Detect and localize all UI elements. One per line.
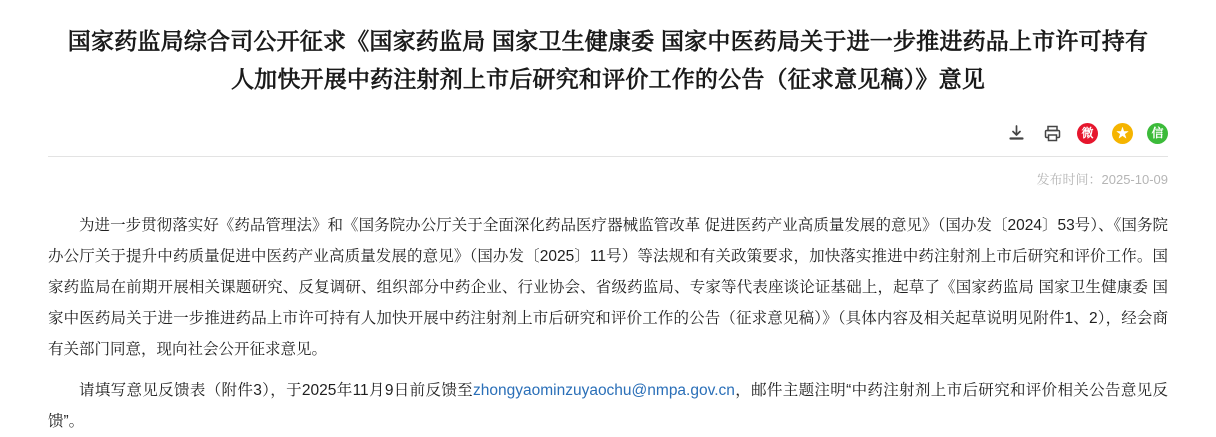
wechat-share-icon[interactable]: 信 [1147, 123, 1168, 144]
paragraph-feedback [48, 375, 1168, 437]
share-toolbar [0, 116, 1216, 150]
weibo-share-icon[interactable]: 微 [1077, 123, 1098, 144]
download-icon[interactable] [1005, 122, 1027, 144]
feedback-text-before: 请填写意见反馈表（附件3），于2025年11月9日前反馈至 [79, 382, 473, 399]
feedback-email-link[interactable]: zhongyaominzuyaochu@nmpa.gov.cn [473, 382, 735, 399]
feedback-text-after: ，邮件主题注明“中药注射剂上市后研究和评价相关公告意见反馈”。 [48, 382, 1168, 430]
article-body [0, 188, 1216, 437]
paragraph-1: 为进一步贯彻落实好《药品管理法》和《国务院办公厅关于全面深化药品医疗器械监管改革 促进医药产业高质量发展的意见》（国办发〔2024〕53号）、《国务院办公厅关于提升中药质量促进中医药产业高质量发展的意见》（国办发〔2025〕11号）等法规和有关政策要求，加快落实推进中药注射剂上市后研究和评价工作。国家药监局在前期开展相关课题研究、反复调研、组织部分中药企业、行业协会、省级药监局、专家等代表座谈论证基础上，起草了《国家药监局 国家卫生健康委 国家中医药局关于进一步推进药品上市许可持有人加快开展中药注射剂上市后研究和评价工作的公告（征求意见稿）》（具体内容及相关起草说明见附件1、2），经会商有关部门同意，现向社会公开征求意见。 [48, 217, 1168, 358]
print-icon[interactable] [1041, 122, 1063, 144]
publish-time: 发布时间：2025-10-09 [1036, 172, 1168, 187]
page-title: 国家药监局综合司公开征求《国家药监局 国家卫生健康委 国家中医药局关于进一步推进药品上市许可持有人加快开展中药注射剂上市后研究和评价工作的公告（征求意见稿）》意见 [67, 28, 1149, 92]
favorite-share-icon[interactable]: ★ [1112, 123, 1133, 144]
